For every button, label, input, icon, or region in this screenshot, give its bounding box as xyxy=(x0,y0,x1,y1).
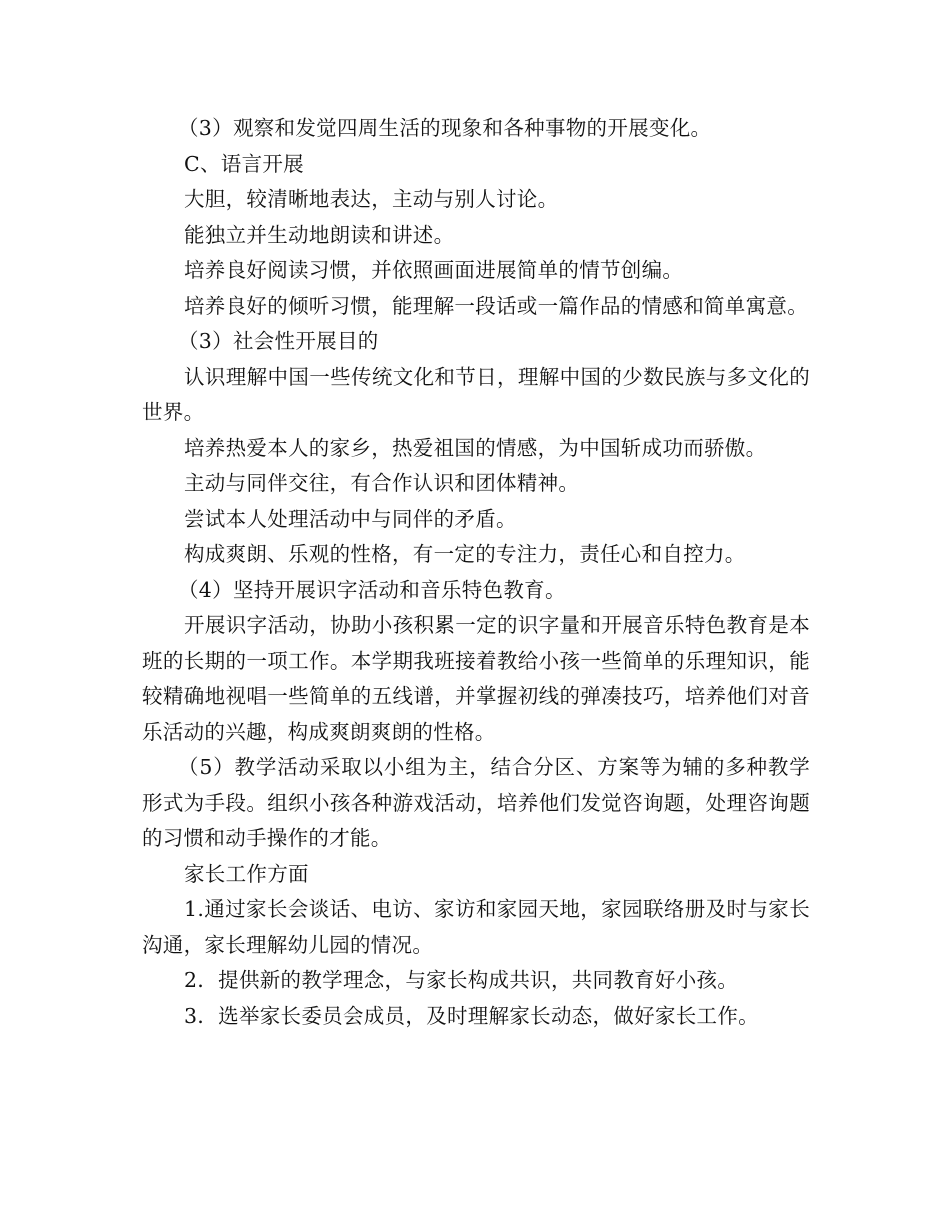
paragraph-language-2: 能独立并生动地朗读和讲述。 xyxy=(184,222,455,247)
paragraph-observation-goal: （3）观察和发觉四周生活的现象和各种事物的开展变化。 xyxy=(178,116,712,140)
paragraph-literacy-music: 开展识字活动，协助小孩积累一定的识字量和开展音乐特色教育是本班的长期的一项工作。本学期我班接着教给小孩一些简单的乐理知识，能较精确地视唱一些简单的五线谱，并掌握初线的弹凑技巧，培养他们对音乐活动的兴趣，构成爽朗爽朗的性格。 xyxy=(142,613,810,744)
heading-social-development: （3）社会性开展目的 xyxy=(178,329,379,353)
paragraph-parent-2: 2．提供新的教学理念，与家长构成共识，共同教育好小孩。 xyxy=(184,968,739,992)
heading-language-development: C、语言开展 xyxy=(184,151,304,176)
paragraph-social-4: 尝试本人处理活动中与同伴的矛盾。 xyxy=(184,506,517,531)
heading-parent-work: 家长工作方面 xyxy=(184,861,309,886)
paragraph-social-5: 构成爽朗、乐观的性格，有一定的专注力，责任心和自控力。 xyxy=(184,542,746,566)
paragraph-teaching-activities: （5）教学活动采取以小组为主，结合分区、方案等为辅的多种教学形式为手段。组织小孩各种游戏活动，培养他们发觉咨询题，处理咨询题的习惯和动手操作的才能。 xyxy=(142,755,810,850)
heading-literacy-music: （4）坚持开展识字活动和音乐特色教育。 xyxy=(178,577,566,602)
paragraph-parent-1: 1.通过家长会谈话、电访、家访和家园天地，家园联络册及时与家长沟通，家长理解幼儿园的情况。 xyxy=(142,897,810,957)
paragraph-language-3: 培养良好阅读习惯，并依照画面进展简单的情节创编。 xyxy=(184,258,684,282)
paragraph-language-4: 培养良好的倾听习惯，能理解一段话或一篇作品的情感和简单寓意。 xyxy=(184,293,808,318)
paragraph-social-3: 主动与同伴交往，有合作认识和团体精神。 xyxy=(184,471,580,495)
paragraph-social-2: 培养热爱本人的家乡，热爱祖国的情感，为中国斩成功而骄傲。 xyxy=(184,435,767,460)
paragraph-language-1: 大胆，较清晰地表达，主动与别人讨论。 xyxy=(184,187,559,211)
paragraph-social-1: 认识理解中国一些传统文化和节日，理解中国的少数民族与多文化的世界。 xyxy=(142,364,810,424)
document-body xyxy=(142,111,810,1034)
paragraph-parent-3: 3．选举家长委员会成员，及时理解家长动态，做好家长工作。 xyxy=(184,1003,759,1028)
